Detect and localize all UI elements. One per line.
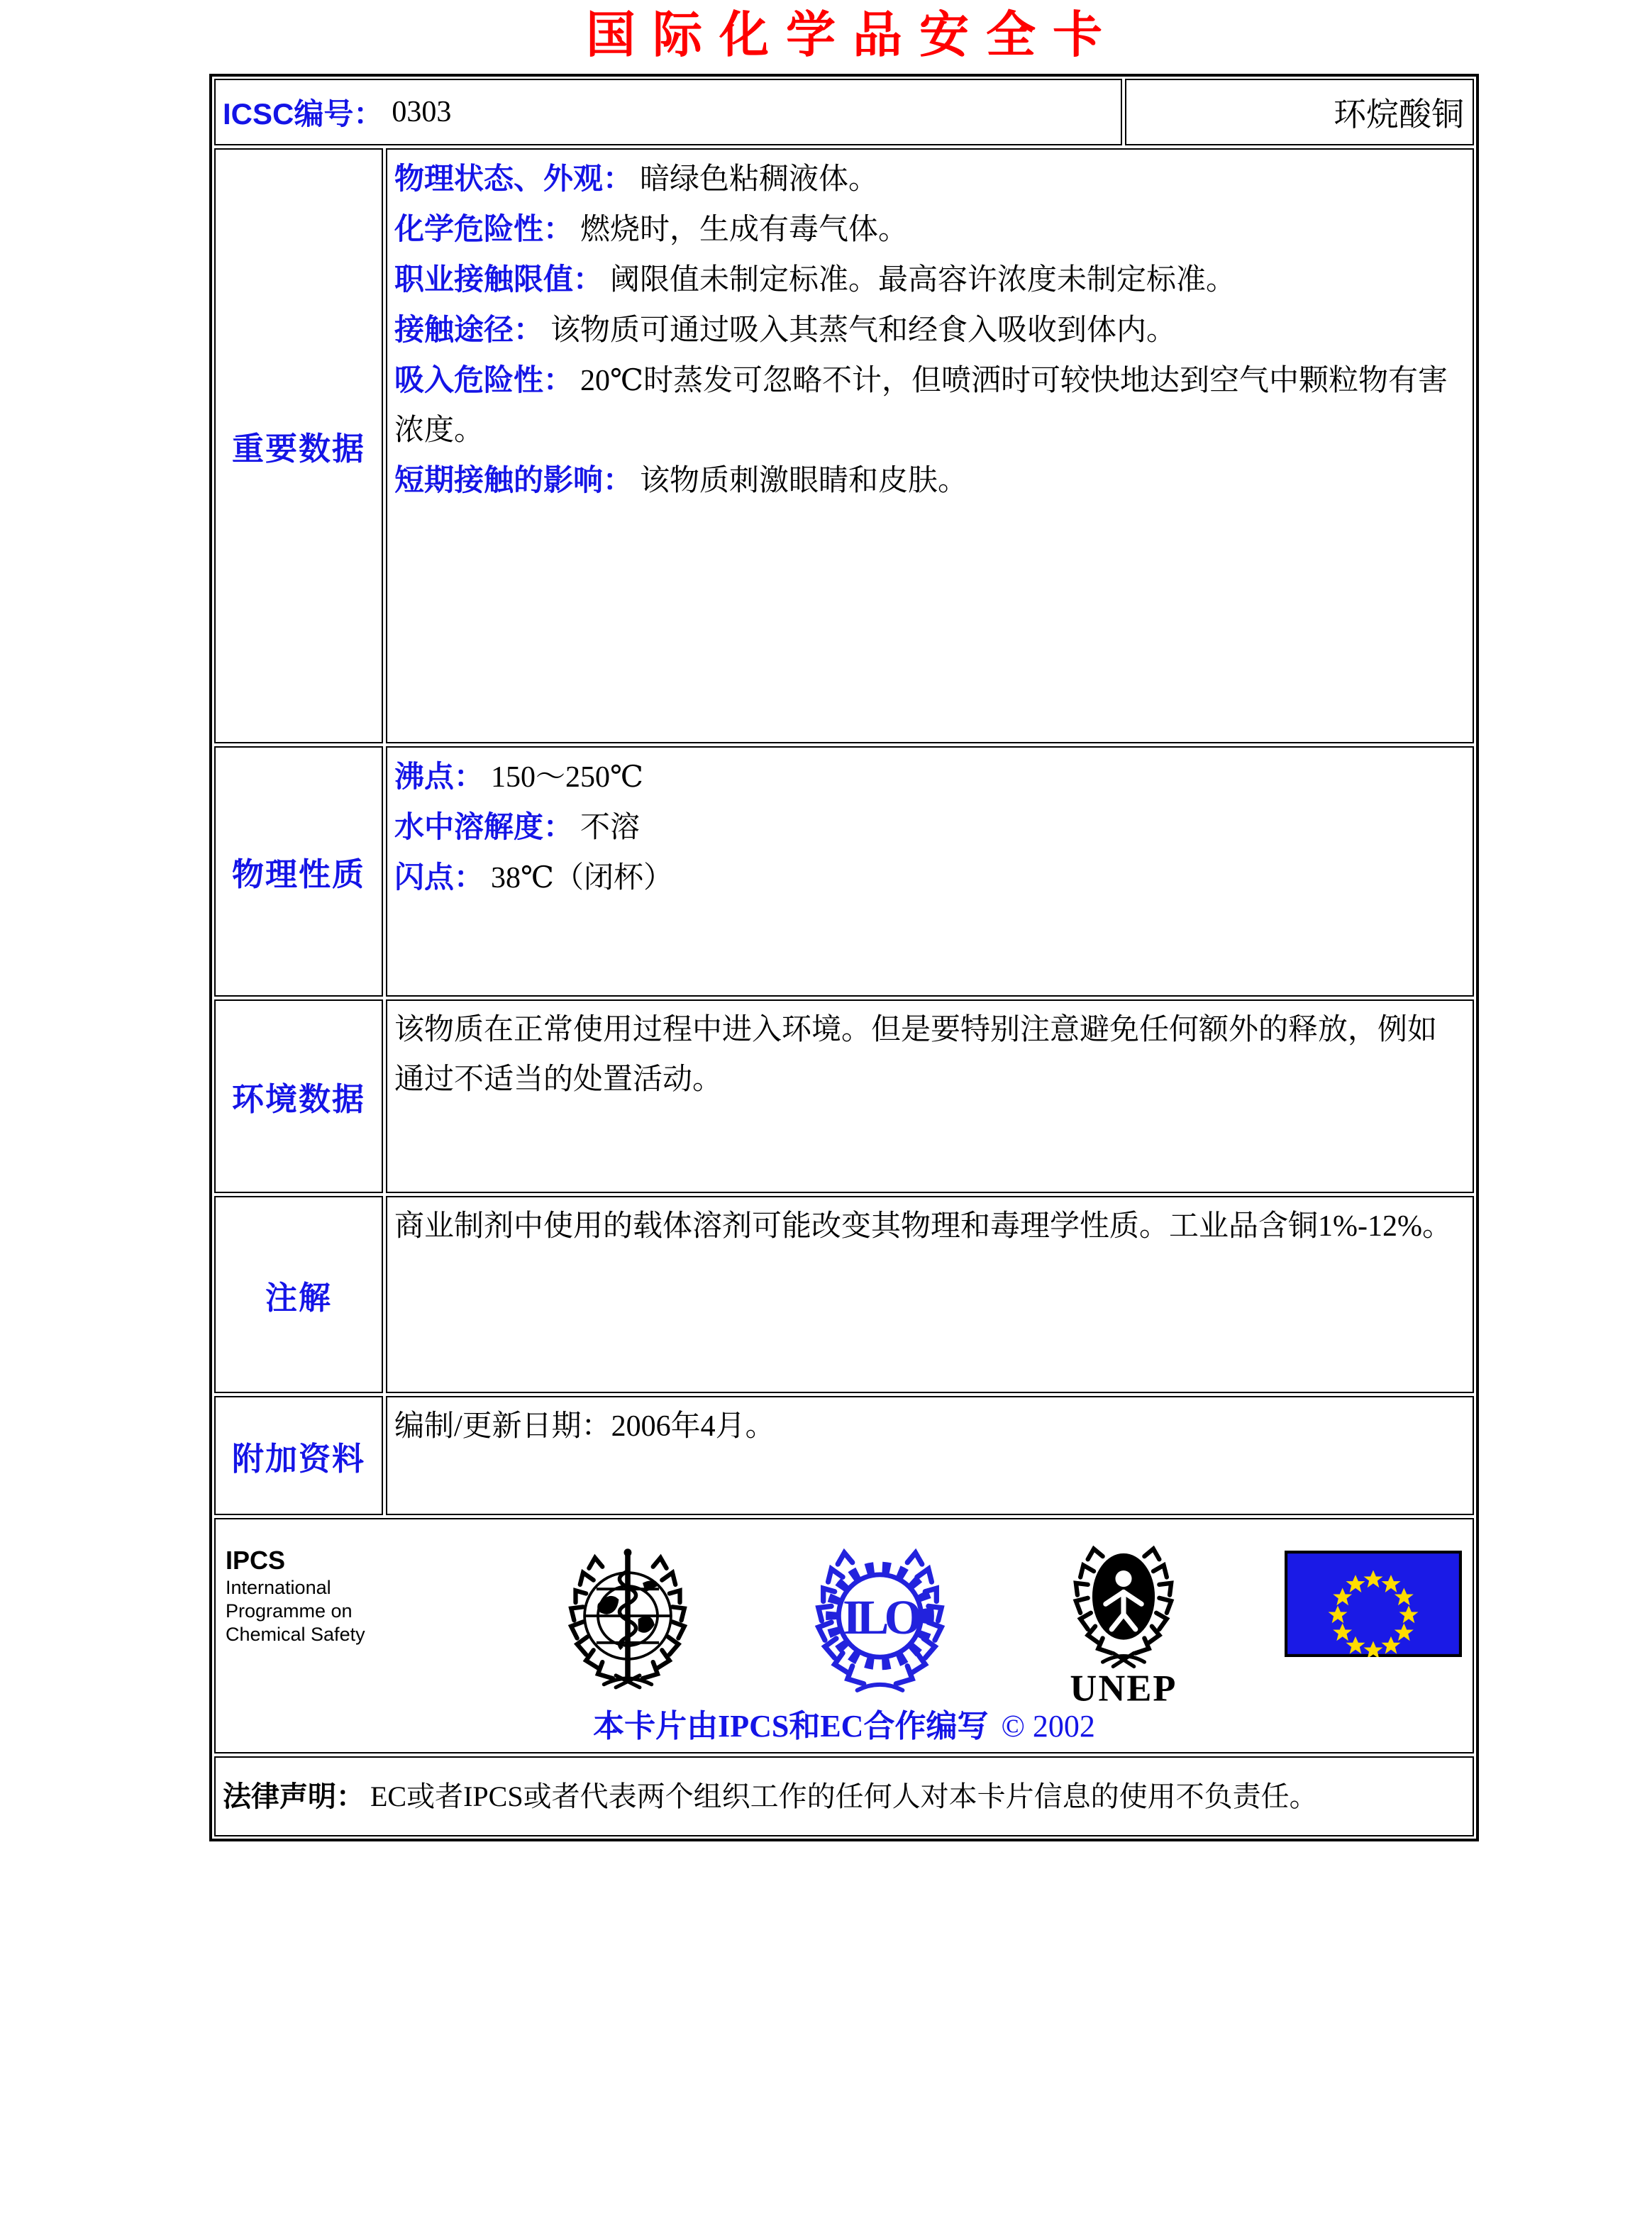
additional-info-text: 编制/更新日期：2006年4月。 — [394, 1410, 775, 1443]
section-label-environmental-data: 环境数据 — [214, 999, 383, 1193]
flash-point-key: 闪点： — [394, 860, 484, 894]
occupational-limit-key: 职业接触限值： — [394, 262, 604, 296]
cooperation-caption — [226, 1707, 1463, 1749]
inhalation-risk-key: 吸入危险性： — [394, 363, 574, 397]
legal-cell — [214, 1756, 1474, 1836]
water-solubility-value: 不溶 — [580, 811, 641, 844]
section-label-important-data: 重要数据 — [214, 148, 383, 743]
unep-word: UNEP — [1070, 1668, 1177, 1707]
physical-properties-content — [386, 746, 1474, 997]
physical-properties-row — [214, 746, 1474, 997]
who-logo-icon — [545, 1541, 710, 1690]
notes-row — [214, 1196, 1474, 1393]
organizations-row — [214, 1518, 1474, 1753]
environmental-data-content — [386, 999, 1474, 1193]
logos-strip — [226, 1525, 1463, 1707]
ipcs-line3: Chemical Safety — [226, 1624, 365, 1645]
flash-point-value: 38℃（闭杯） — [491, 862, 673, 894]
physical-state-value: 暗绿色粘稠液体。 — [640, 163, 879, 196]
ipcs-title: IPCS — [226, 1546, 286, 1575]
icsc-number-cell — [214, 79, 1122, 145]
boiling-point-key: 沸点： — [394, 760, 484, 793]
occupational-limit-item — [394, 255, 1460, 305]
short-term-effects-value: 该物质刺激眼睛和皮肤。 — [640, 465, 968, 497]
eu-flag-icon — [1284, 1551, 1463, 1657]
exposure-route-item — [394, 305, 1460, 355]
substance-name: 环烷酸铜 — [1334, 96, 1464, 133]
substance-name-cell — [1125, 79, 1474, 145]
additional-info-content — [386, 1396, 1474, 1515]
boiling-point-value: 150～250℃ — [491, 761, 643, 794]
boiling-point-item — [394, 752, 1460, 802]
chemical-danger-value: 燃烧时，生成有毒气体。 — [580, 214, 909, 246]
flash-point-item — [394, 853, 1460, 903]
icsc-number-label: ICSC编号： — [223, 97, 384, 131]
exposure-route-key: 接触途径： — [394, 313, 544, 346]
exposure-route-value: 该物质可通过吸入其蒸气和经食入吸收到体内。 — [550, 314, 1177, 347]
header-row — [214, 79, 1474, 145]
section-label-physical-properties: 物理性质 — [214, 746, 383, 997]
environmental-data-row — [214, 999, 1474, 1193]
notes-text: 商业制剂中使用的载体溶剂可能改变其物理和毒理学性质。工业品含铜1%-12%。 — [394, 1210, 1452, 1243]
chemical-danger-key: 化学危险性： — [394, 212, 574, 245]
environmental-data-text: 该物质在正常使用过程中进入环境。但是要特别注意避免任何额外的释放，例如通过不适当的处置活动。 — [394, 1014, 1438, 1096]
organizations-cell — [214, 1518, 1474, 1753]
occupational-limit-value: 阈限值未制定标准。最高容许浓度未制定标准。 — [610, 264, 1236, 297]
legal-label: 法律声明： — [223, 1780, 365, 1812]
caption-copyright: © 2002 — [1001, 1709, 1095, 1744]
short-term-effects-key: 短期接触的影响： — [394, 463, 633, 497]
ilo-monogram: ILO — [842, 1590, 917, 1645]
unep-logo-icon — [1049, 1525, 1198, 1707]
ipcs-line1: International — [226, 1577, 331, 1598]
section-label-additional-info: 附加资料 — [214, 1396, 383, 1515]
icsc-number-value: 0303 — [392, 96, 452, 128]
water-solubility-item — [394, 802, 1460, 853]
ilo-logo-icon — [797, 1535, 963, 1697]
notes-content — [386, 1196, 1474, 1393]
inhalation-risk-value: 20℃时蒸发可忽略不计，但喷洒时可较快地达到空气中颗粒物有害浓度。 — [394, 365, 1448, 447]
legal-text: EC或者IPCS或者代表两个组织工作的任何人对本卡片信息的使用不负责任。 — [370, 1780, 1318, 1812]
ipcs-wordmark — [226, 1525, 460, 1646]
icsc-card-table — [209, 74, 1479, 1841]
additional-info-row — [214, 1396, 1474, 1515]
important-data-row — [214, 148, 1474, 743]
legal-row — [214, 1756, 1474, 1836]
water-solubility-key: 水中溶解度： — [394, 810, 574, 843]
ipcs-line2: Programme on — [226, 1600, 353, 1622]
section-label-notes: 注解 — [214, 1196, 383, 1393]
physical-state-key: 物理状态、外观： — [394, 162, 633, 195]
short-term-effects-item — [394, 455, 1460, 506]
caption-text: 本卡片由IPCS和EC合作编写 — [593, 1709, 989, 1744]
physical-state-item — [394, 154, 1460, 204]
inhalation-risk-item — [394, 355, 1460, 455]
chemical-danger-item — [394, 204, 1460, 255]
important-data-content — [386, 148, 1474, 743]
page-title: 国际化学品安全卡 — [586, 7, 1119, 62]
